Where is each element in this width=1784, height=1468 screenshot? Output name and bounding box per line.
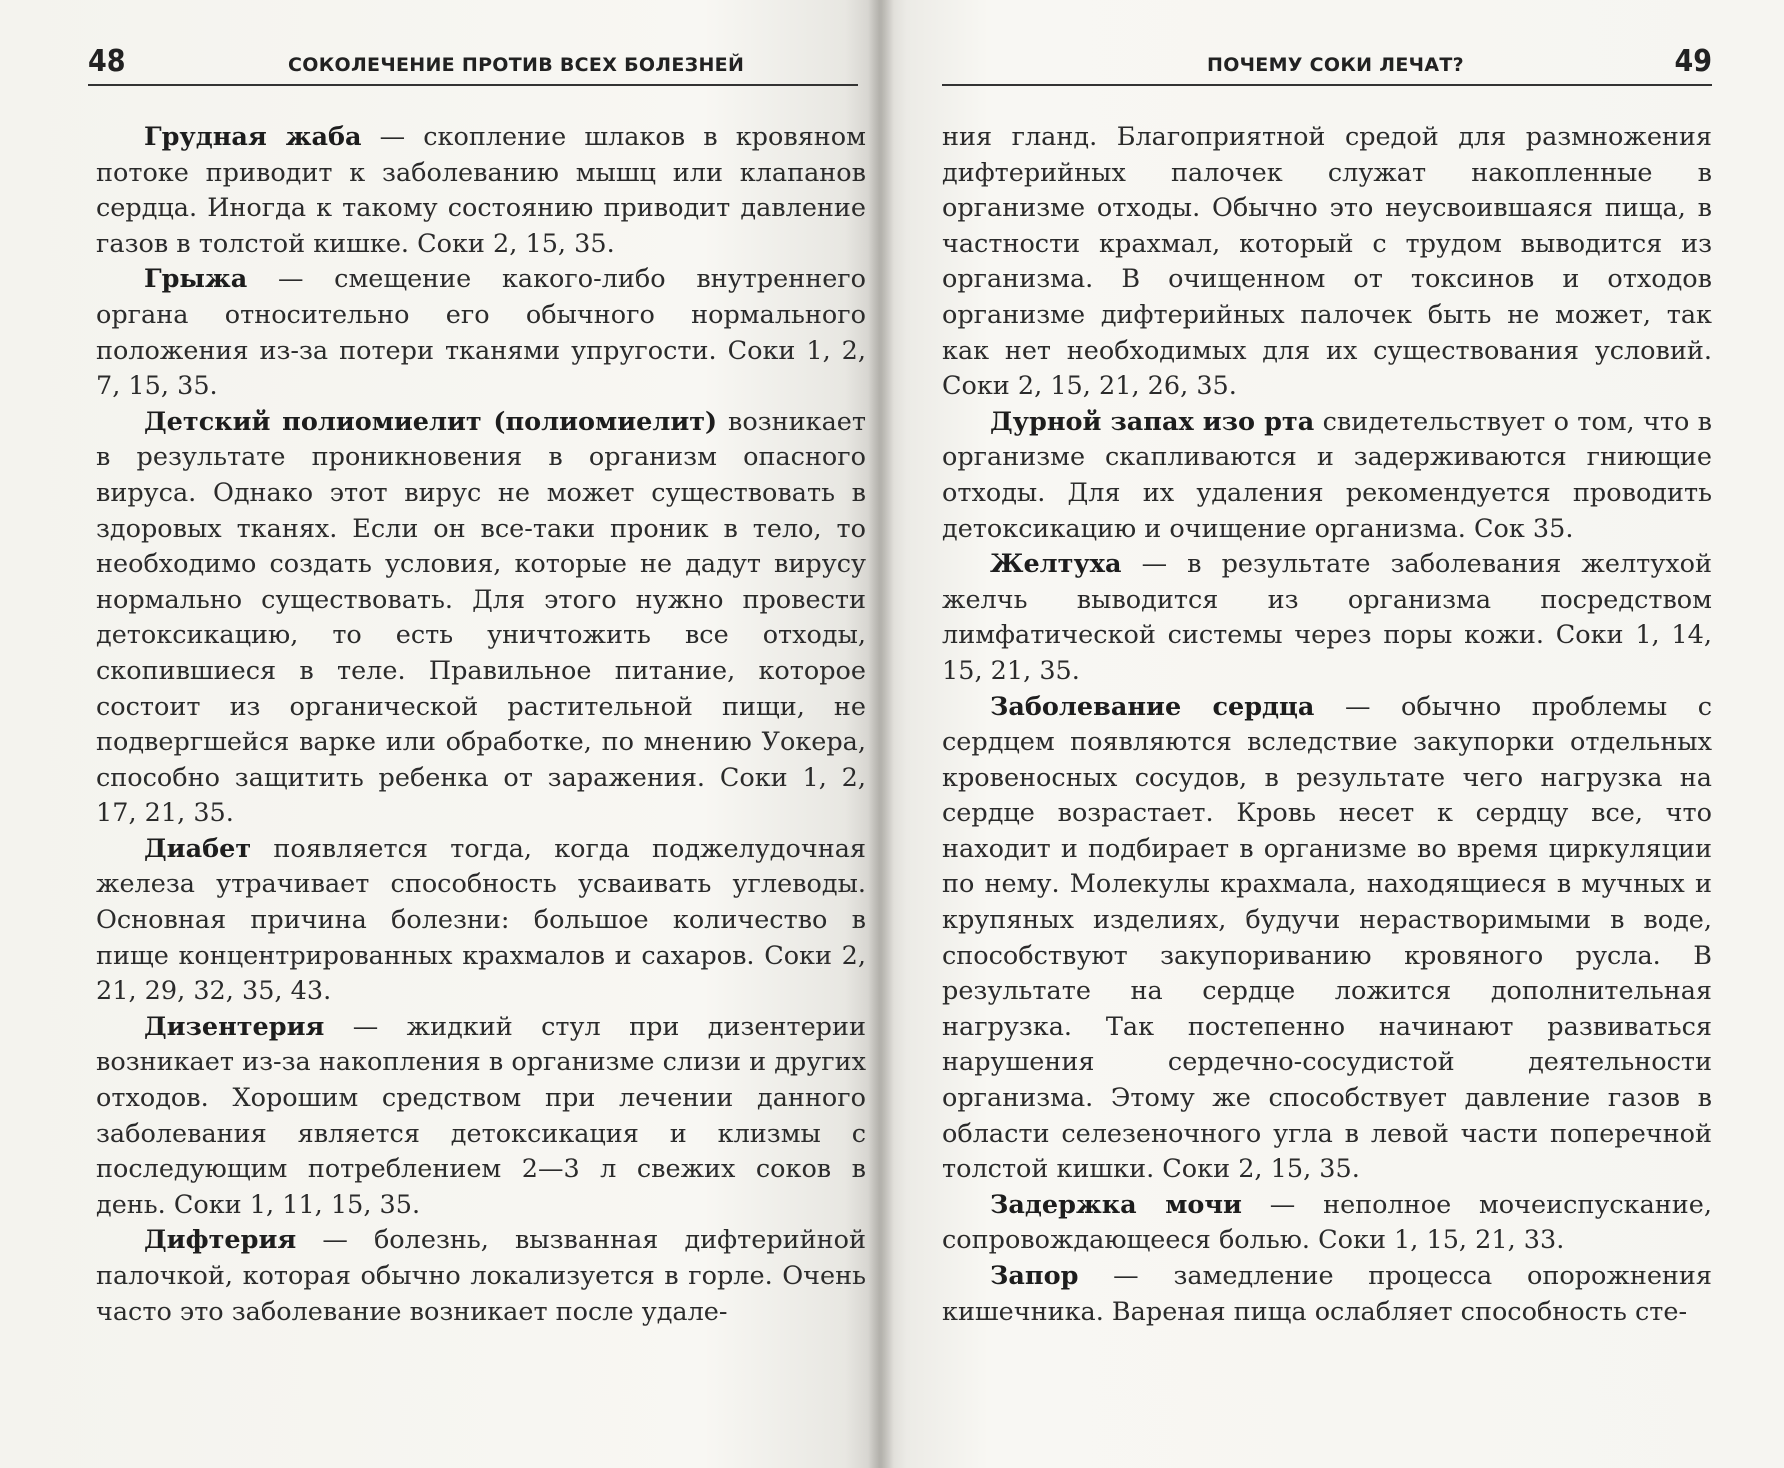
running-title: СОКОЛЕЧЕНИЕ ПРОТИВ ВСЕХ БОЛЕЗНЕЙ bbox=[288, 54, 745, 76]
left-page bbox=[0, 0, 880, 1468]
header-rule bbox=[942, 84, 1712, 86]
entry-text: — жидкий стул при дизентерии возникает из-за накопления в организме слизи и других отходов. Хорошим средством при лечении данного заболевания является детоксикация и клизмы с последующим потреблением 2—3 л свежих соков в день. Соки 1, 11, 15, 35. bbox=[96, 1011, 866, 1220]
entry-text: — в результате заболевания желтухой желчь выводится из организма посредством лимфатической системы через поры кожи. Соки 1, 14, 15, 21, 35. bbox=[942, 549, 1712, 686]
entry-term: Запор bbox=[990, 1261, 1079, 1291]
entry-paragraph bbox=[942, 405, 1712, 547]
entry-term: Желтуха bbox=[990, 549, 1122, 580]
right-page-header bbox=[942, 44, 1712, 84]
right-page-body bbox=[942, 120, 1712, 1330]
entry-text: — болезнь, вызванная дифтерийной палочкой, которая обычно локализуется в горле. Очень часто это заболевание возникает после удале- bbox=[96, 1225, 866, 1327]
page-number: 49 bbox=[1674, 44, 1712, 79]
entry-term: Грыжа bbox=[144, 264, 248, 295]
entry-text: — обычно проблемы с сердцем появляются вследствие закупорки отдельных кровеносных сосудов, в результате чего нагрузка на сердце возрастает. Кровь несет к сердцу все, что находит и подбирает в организме во время циркуляции по нему. Молекулы крахмала, находящиеся в мучных и крупяных изделиях, будучи нерастворимыми в воде, способствуют закупориванию кровяного русла. В результате на сердце ложится дополнительная нагрузка. Так постепенно начинают развиваться нарушения сердечно-сосудистой деятельности организма. Этому же способствует давление газов в области селезеночного угла в левой части поперечной толстой кишки. Соки 2, 15, 35. bbox=[942, 691, 1712, 1185]
running-title: ПОЧЕМУ СОКИ ЛЕЧАТ? bbox=[1207, 54, 1464, 76]
left-page-header bbox=[88, 44, 858, 84]
entry-term: Грудная жаба bbox=[144, 122, 362, 152]
entry-paragraph bbox=[96, 1010, 866, 1224]
entry-term: Дифтерия bbox=[144, 1225, 297, 1256]
entry-text: свидетельствует о том, что в организме скапливаются и задерживаются гниющие отходы. Для их удаления рекомендуется проводить детоксикацию и очищение организма. Сок 35. bbox=[942, 406, 1712, 544]
right-page bbox=[880, 0, 1784, 1468]
entry-text: возникает в результате проникновения в организм опасного вируса. Однако этот вирус не может существовать в здоровых тканях. Если он все-таки проник в тело, то необходимо создать условия, которые не дадут вирусу нормально существовать. Для этого нужно провести детоксикацию, то есть уничтожить все отходы, скопившиеся в теле. Правильное питание, которое состоит из органической растительной пищи, не подвергшейся варке или обработке, по мнению Уокера, способно защитить ребенка от заражения. Соки 1, 2, 17, 21, 35. bbox=[96, 406, 866, 829]
entry-text: — смещение какого-либо внутреннего органа относительно его обычного нормального положения из-за потери тканями упругости. Соки 1, 2, 7, 15, 35. bbox=[96, 264, 866, 402]
entry-text: — неполное мочеиспускание, сопровождающееся болью. Соки 1, 15, 21, 33. bbox=[942, 1189, 1712, 1256]
header-rule bbox=[88, 84, 858, 86]
entry-paragraph bbox=[96, 262, 866, 404]
entry-text: — замедление процесса опорожнения кишечника. Вареная пища ослабляет способность сте- bbox=[942, 1261, 1712, 1327]
entry-term: Заболевание сердца bbox=[990, 691, 1315, 722]
entry-paragraph bbox=[942, 1259, 1712, 1330]
entry-term: Детский полиомиелит (полиомиелит) bbox=[144, 406, 718, 437]
entry-paragraph bbox=[942, 1188, 1712, 1259]
continuation-paragraph: ния гланд. Благоприятной средой для размножения дифтерийных палочек служат накопленные в организме отходы. Обычно это неусвоившаяся пища, в частности крахмал, который с трудом выводится из организма. В очищенном от токсинов и отходов организме дифтерийных палочек быть не может, так как нет необходимых для их существования условий. Соки 2, 15, 21, 26, 35. bbox=[942, 122, 1712, 402]
entry-paragraph bbox=[942, 690, 1712, 1188]
entry-text: появляется тогда, когда поджелудочная железа утрачивает способность усваивать углеводы. Основная причина болезни: большое количество в пище концентрированных крахмалов и сахаров. Соки 2, 21, 29, 32, 35, 43. bbox=[96, 833, 866, 1007]
entry-paragraph bbox=[942, 547, 1712, 689]
entry-paragraph bbox=[96, 1223, 866, 1330]
page-number: 48 bbox=[88, 44, 126, 79]
entry-term: Диабет bbox=[144, 833, 252, 864]
left-page-body bbox=[96, 120, 866, 1330]
entry-term: Дизентерия bbox=[144, 1011, 325, 1042]
entry-paragraph bbox=[96, 120, 866, 262]
book-gutter bbox=[868, 0, 894, 1468]
entry-term: Дурной запах изо рта bbox=[990, 406, 1315, 437]
entry-text: — скопление шлаков в кровяном потоке приводит к заболеванию мышц или клапанов сердца. Иногда к такому состоянию приводит давление газов в толстой кишке. Соки 2, 15, 35. bbox=[96, 122, 866, 259]
entry-term: Задержка мочи bbox=[990, 1189, 1242, 1220]
entry-paragraph bbox=[96, 832, 866, 1010]
entry-paragraph bbox=[96, 405, 866, 832]
